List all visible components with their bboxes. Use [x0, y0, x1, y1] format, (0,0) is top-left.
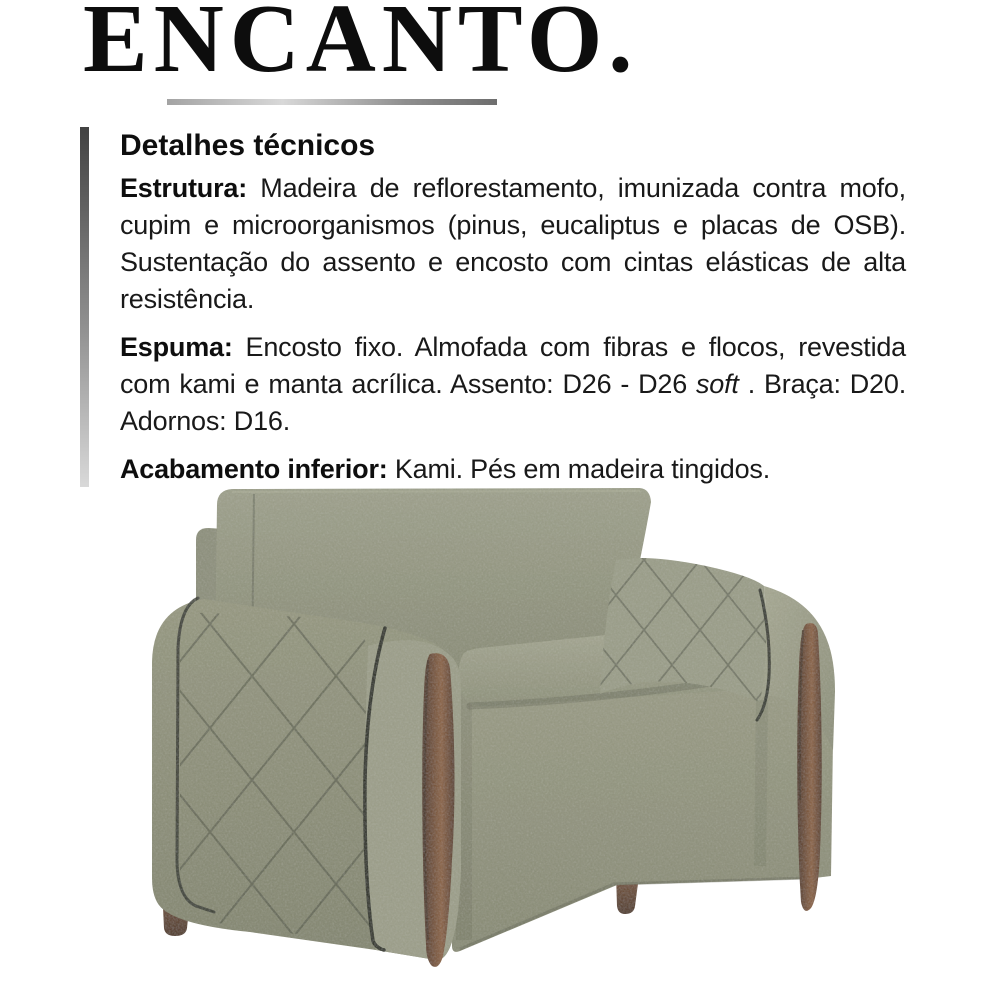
spec-text: Encosto fixo. Almofada com fibras e flocos, revestida com kami e manta acrílica. Assento: D26 - D26: [120, 332, 906, 399]
spec-text: Madeira de reflorestamento, imunizada contra mofo, cupim e microorganismos (pinus, eucaliptus e placas de OSB). Sustentação do assento e encosto com cintas elásticas de alta resistência.: [120, 173, 906, 314]
spec-text: Kami. Pés em madeira tingidos.: [387, 454, 771, 484]
spec-text: . Braça: D20. Adornos: D16.: [120, 369, 906, 436]
brand-logo: ENCANTO.: [83, 0, 639, 92]
backrest-highlight: [232, 491, 640, 492]
spec-label: Estrutura:: [120, 173, 248, 203]
right-arm-inner-shadow: [760, 700, 762, 866]
armchair-illustration: [152, 488, 835, 967]
seat-base-front: [452, 672, 834, 952]
spec-label: Espuma:: [120, 332, 233, 362]
spec-text-italic: soft: [696, 369, 739, 399]
spec-label: Acabamento inferior:: [120, 454, 388, 484]
right-arm-quilt-pattern: [600, 558, 768, 702]
tech-details-heading: Detalhes técnicos: [120, 129, 376, 162]
left-arm-quilt-pattern: [180, 612, 372, 940]
